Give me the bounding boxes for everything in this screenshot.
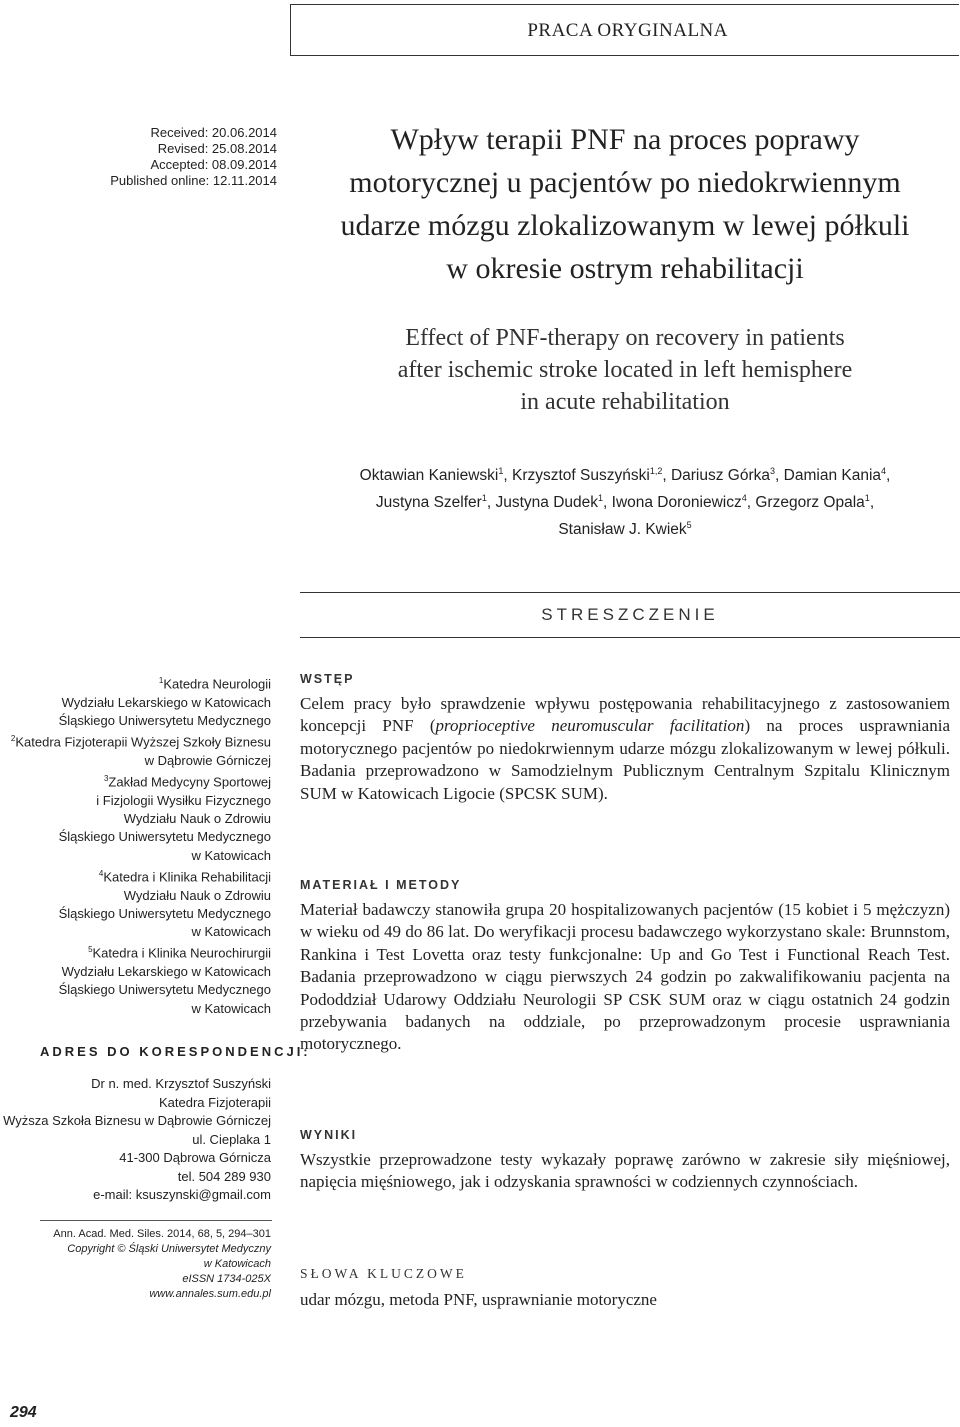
affiliation-line: w Katowicach — [191, 1000, 271, 1016]
affiliation-line: w Katowicach — [191, 847, 271, 863]
accepted-date: Accepted: 08.09.2014 — [150, 157, 277, 172]
title-polish — [300, 118, 950, 290]
affiliation-line: $^3$Zakład Medycyny Sportowej — [103, 774, 271, 790]
author-name: Grzegorz Opala — [755, 494, 865, 512]
affiliation-line: Śląskiego Uniwersytetu Medycznego — [58, 982, 271, 998]
title-pl-line: w okresie ostrym rehabilitacji — [446, 252, 804, 285]
author-name: Justyna Dudek — [495, 494, 598, 512]
author-affiliation: 1,2 — [649, 466, 663, 476]
received-date: Received: 20.06.2014 — [150, 125, 277, 140]
published-date: Published online: 12.11.2014 — [110, 173, 277, 188]
affiliation-line: Śląskiego Uniwersytetu Medycznego — [58, 829, 271, 845]
contact-line: Dr n. med. Krzysztof Suszyński — [91, 1076, 271, 1091]
affiliation-line: Wydziału Lekarskiego w Katowicach — [61, 964, 271, 980]
section-heading-methods: MATERIAŁ I METODY — [300, 878, 462, 892]
page-number: 294 — [10, 1404, 37, 1421]
correspondence-heading: ADRES DO KORESPONDENCJI: — [40, 1044, 311, 1059]
title-pl-line: Wpływ terapii PNF na proces poprawy — [390, 123, 860, 156]
author-name: Iwona Doroniewicz — [611, 494, 742, 512]
affiliation-line: w Dąbrowie Górniczej — [144, 752, 271, 768]
correspondence-address — [3, 1075, 271, 1205]
revised-date: Revised: 25.08.2014 — [157, 141, 277, 156]
title-en-line: Effect of PNF-therapy on recovery in patients — [405, 325, 845, 351]
abstract-heading: STRESZCZENIE — [300, 592, 960, 638]
affiliation-line: $^2$Katedra Fizjoterapii Wyższej Szkoły Biznesu — [10, 734, 271, 750]
affiliation-line: Wydziału Nauk o Zdrowiu — [123, 887, 271, 903]
affiliation-line: w Katowicach — [191, 924, 271, 940]
title-en-line: in acute rehabilitation — [520, 389, 730, 415]
contact-line: tel. 504 289 930 — [177, 1168, 271, 1184]
affiliation-number: 5 — [88, 945, 93, 955]
contact-line: Katedra Fizjoterapii — [159, 1094, 271, 1110]
journal-eissn: eISSN 1734-025X — [182, 1273, 271, 1285]
contact-email[interactable]: e-mail: ksuszynski@gmail.com — [93, 1187, 271, 1202]
title-english — [300, 322, 950, 418]
affiliation-line: Śląskiego Uniwersytetu Medycznego — [58, 712, 271, 728]
author-affiliation: 3 — [770, 466, 776, 476]
affiliation-line: $^1$Katedra Neurologii — [158, 676, 271, 692]
author-affiliation: 4 — [741, 493, 747, 504]
affiliation-line: Wydziału Nauk o Zdrowiu — [123, 811, 271, 827]
journal-info — [53, 1227, 271, 1302]
author-affiliation: 5 — [686, 520, 692, 531]
affiliation-line: i Fizjologii Wysiłku Fizycznego — [96, 792, 271, 808]
affiliation-line: $^4$Katedra i Klinika Rehabilitacji — [98, 868, 271, 885]
divider — [40, 1220, 272, 1221]
keywords-body: udar mózgu, metoda PNF, usprawnianie motoryczne — [300, 1290, 657, 1309]
article-dates — [110, 125, 277, 189]
journal-copyright-city: w Katowicach — [203, 1258, 271, 1270]
affiliation-line: Śląskiego Uniwersytetu Medycznego — [58, 905, 271, 921]
section-heading-intro: WSTĘP — [300, 672, 355, 686]
author-name: Dariusz Górka — [670, 467, 771, 485]
affiliations — [1, 672, 271, 1018]
affiliation-number: 4 — [98, 868, 104, 878]
author-affiliation: 1 — [481, 493, 487, 504]
author-name: Krzysztof Suszyński — [512, 467, 650, 485]
section-body-intro: Celem pracy było sprawdzenie wpływu postępowania rehabilitacyjnego z zastosowaniem koncepcji PNF (proprioceptive neuromuscular facilitation) na proces usprawniania motorycznego pacjentów po niedokrwiennym udarze mózgu zlokalizowanym w lewej półkuli. Badania przeprowadzono w Samodzielnym Publicznym Centralnym Szpitalu Klinicznym SUM w Katowicach Ligocie (SPCSK SUM). — [300, 694, 950, 803]
title-en-line: after ischemic stroke located in left hemisphere — [397, 357, 853, 383]
affiliation-number: 1 — [158, 676, 164, 685]
author-list: Oktawian Kaniewski$^1$, Krzysztof Suszyński$^{1,2}$, Dariusz Górka$^3$, Damian Kania$^4$, Justyna Szelfer$^1$, Justyna Dudek$^1$, Iwona Doroniewicz$^4$, Grzegorz Opala$^1$, Stanisław J. Kwiek$^5$ — [359, 466, 891, 539]
contact-line: ul. Cieplaka 1 — [192, 1131, 271, 1147]
affiliation-line: $^5$Katedra i Klinika Neurochirurgii — [88, 945, 271, 961]
journal-citation: Ann. Acad. Med. Siles. 2014, 68, 5, 294–301 — [53, 1228, 271, 1240]
author-name: Damian Kania — [783, 467, 882, 485]
author-name: Stanisław J. Kwiek — [558, 521, 687, 539]
journal-copyright: Copyright © Śląski Uniwersytet Medyczny — [67, 1243, 271, 1255]
author-affiliation: 4 — [881, 466, 887, 476]
contact-line: Wyższa Szkoła Biznesu w Dąbrowie Górniczej — [3, 1113, 271, 1128]
affiliation-number: 2 — [10, 734, 16, 744]
section-body-methods: Materiał badawczy stanowiła grupa 20 hospitalizowanych pacjentów (15 kobiet i 5 mężczyzn) w wieku od 49 do 86 lat. Do weryfikacji procesu badawczego wykorzystano skale: Brunnstom, Rankina i Test Lovetta oraz testy funkcjonalne: Up and Go Test i Functional Reach Test. Badania przeprowadzono w ciągu pierwszych 24 godzin po zakwalifikowaniu pacjenta na Pododdział Udarowy Oddziału Neurologii SP CSK SUM oraz w ciągu ostatnich 24 godzin przebywania badanych na oddziale, po przeprowadzonym procesie usprawniania motorycznego. — [300, 900, 950, 1054]
article-type-label: PRACA ORYGINALNA — [527, 20, 728, 41]
section-heading-results: WYNIKI — [300, 1128, 358, 1142]
author-affiliation: 1 — [864, 493, 870, 504]
journal-website[interactable]: www.annales.sum.edu.pl — [149, 1288, 271, 1300]
author-affiliation: 1 — [498, 466, 504, 476]
contact-line: 41-300 Dąbrowa Górnicza — [119, 1150, 271, 1165]
affiliation-line: Wydziału Lekarskiego w Katowicach — [61, 694, 271, 710]
author-affiliation: 1 — [598, 493, 604, 504]
section-body-results: Wszystkie przeprowadzone testy wykazały poprawę zarówno w zakresie siły mięśniowej, napięcia mięśniowego, jak i odzyskania sprawności w codziennych czynnościach. — [300, 1150, 950, 1192]
author-name: Oktawian Kaniewski — [359, 467, 499, 485]
title-pl-line: udarze mózgu zlokalizowanym w lewej półkuli — [340, 209, 910, 242]
title-pl-line: motorycznej u pacjentów po niedokrwiennym — [349, 166, 901, 199]
author-name: Justyna Szelfer — [375, 494, 482, 512]
keywords-heading: SŁOWA KLUCZOWE — [300, 1266, 467, 1281]
affiliation-number: 3 — [103, 774, 109, 784]
